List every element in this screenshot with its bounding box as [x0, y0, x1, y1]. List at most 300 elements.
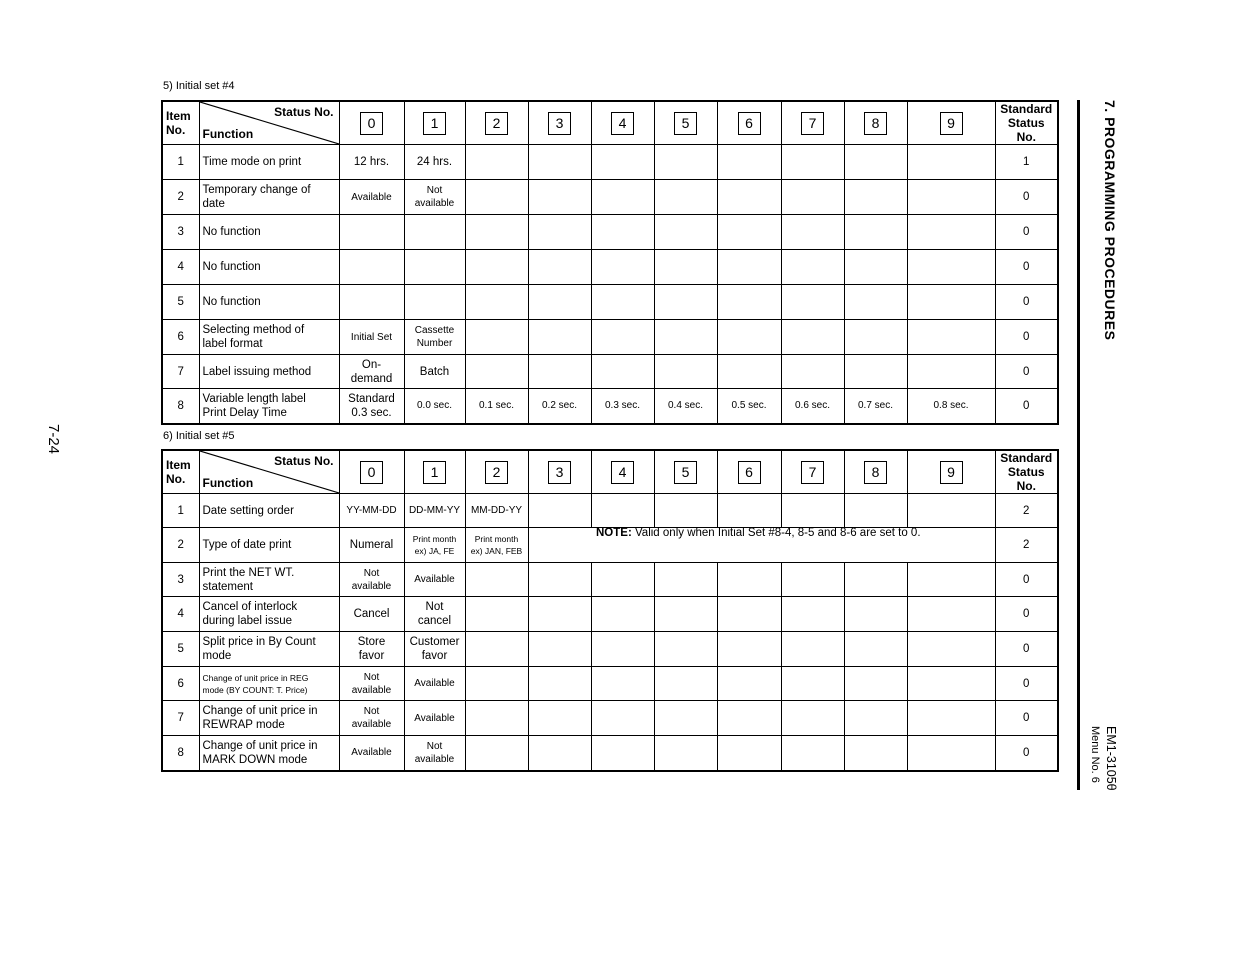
function-line: Time mode on print [202, 156, 302, 168]
item-number: 4 [162, 250, 199, 285]
cell-text: ex) JA, FE [414, 546, 455, 556]
function-line: No function [202, 296, 261, 308]
standard-status-value: 0 [995, 632, 1058, 667]
status-cell-2 [465, 667, 528, 701]
function-name [199, 597, 339, 632]
table-row [162, 701, 1058, 736]
cell-text: 0.3 sec. [604, 400, 641, 412]
status-cell-2 [465, 701, 528, 736]
header-standard-status-no: Status No. [1007, 116, 1045, 144]
table-row [162, 320, 1058, 355]
side-chapter-title: 7. PROGRAMMING PROCEDURES [1102, 100, 1118, 341]
status-number-box: 7 [801, 112, 824, 135]
table-row [162, 494, 1058, 528]
status-cell-4 [591, 180, 654, 215]
status-cell-8 [844, 355, 907, 389]
function-name [199, 701, 339, 736]
status-cell-6 [717, 145, 781, 180]
cell-text: demand [350, 372, 393, 385]
status-cell-4 [591, 389, 654, 424]
function-line: Type of date print [202, 539, 292, 551]
header-status-2 [465, 450, 528, 494]
status-cell-9 [907, 355, 995, 389]
standard-status-value: 0 [995, 250, 1058, 285]
table-row [162, 563, 1058, 597]
function-line: Change of unit price in [202, 705, 318, 717]
status-number-box: 2 [485, 461, 508, 484]
function-line: Label issuing method [202, 365, 312, 378]
status-cell-3 [528, 667, 591, 701]
status-cell-1 [404, 597, 465, 632]
status-cell-1 [404, 563, 465, 597]
header-status-3 [528, 450, 591, 494]
status-cell-2 [465, 180, 528, 215]
cell-text: Available [414, 712, 455, 724]
status-cell-6 [717, 667, 781, 701]
status-cell-2 [465, 494, 528, 528]
item-number: 1 [162, 145, 199, 180]
status-cell-1 [404, 632, 465, 667]
status-cell-0 [339, 563, 404, 597]
function-line: No function [202, 261, 261, 273]
header-status-4 [591, 101, 654, 145]
cell-text: MM-DD-YY [470, 505, 523, 516]
header-status-1 [404, 450, 465, 494]
item-number: 4 [162, 597, 199, 632]
cell-text: Store [357, 636, 386, 648]
header-status-7 [781, 101, 844, 145]
status-cell-9 [907, 701, 995, 736]
function-name [199, 563, 339, 597]
header-status-9 [907, 101, 995, 145]
header-status-3 [528, 101, 591, 145]
function-name [199, 215, 339, 250]
item-number: 5 [162, 632, 199, 667]
status-cell-8 [844, 632, 907, 667]
table-row [162, 355, 1058, 389]
header-function: Function [202, 127, 254, 141]
status-cell-6 [717, 632, 781, 667]
standard-status-value: 0 [995, 701, 1058, 736]
status-cell-6 [717, 180, 781, 215]
cell-text: available [414, 753, 455, 765]
status-cell-5 [654, 389, 717, 424]
table-row [162, 389, 1058, 424]
cell-text: cancel [417, 615, 452, 627]
function-line: Temporary change of [202, 184, 311, 196]
cell-text: Print month [474, 534, 519, 544]
status-cell-8 [844, 250, 907, 285]
status-cell-3 [528, 320, 591, 355]
function-line: during label issue [202, 615, 293, 627]
status-cell-0 [339, 285, 404, 320]
function-name [199, 145, 339, 180]
standard-status-value: 2 [995, 528, 1058, 563]
cell-text: Not [426, 740, 443, 752]
status-number-box: 1 [423, 112, 446, 135]
status-cell-8 [844, 180, 907, 215]
status-cell-4 [591, 563, 654, 597]
cell-text: Not [363, 706, 380, 717]
cell-text: available [351, 719, 392, 730]
status-cell-7 [781, 215, 844, 250]
function-name [199, 389, 339, 424]
status-cell-5 [654, 632, 717, 667]
status-cell-4 [591, 145, 654, 180]
status-cell-7 [781, 701, 844, 736]
status-cell-8 [844, 563, 907, 597]
cell-text: 0.1 sec. [478, 400, 515, 412]
cell-text: 0.4 sec. [667, 400, 704, 412]
header-standard-label: Standard [1000, 102, 1053, 116]
status-cell-0 [339, 667, 404, 701]
item-number: 3 [162, 215, 199, 250]
status-cell-7 [781, 250, 844, 285]
function-name [199, 180, 339, 215]
item-number: 5 [162, 285, 199, 320]
item-number: 3 [162, 563, 199, 597]
status-cell-9 [907, 667, 995, 701]
item-number: 8 [162, 736, 199, 771]
standard-status-value: 0 [995, 285, 1058, 320]
status-cell-9 [907, 494, 995, 528]
standard-status-value: 0 [995, 180, 1058, 215]
function-line: mode [202, 650, 232, 662]
status-cell-4 [591, 355, 654, 389]
table-row [162, 597, 1058, 632]
status-cell-6 [717, 701, 781, 736]
status-cell-0 [339, 320, 404, 355]
status-cell-0 [339, 180, 404, 215]
item-number: 2 [162, 180, 199, 215]
function-line: Change of unit price in REG [202, 672, 309, 683]
status-number-box: 8 [864, 112, 887, 135]
header-item-no [162, 101, 199, 145]
function-name [199, 250, 339, 285]
status-cell-4 [591, 632, 654, 667]
status-cell-0 [339, 736, 404, 771]
status-cell-1 [404, 320, 465, 355]
status-cell-0 [339, 389, 404, 424]
item-number: 6 [162, 320, 199, 355]
status-cell-5 [654, 285, 717, 320]
status-cell-1 [404, 736, 465, 771]
standard-status-value: 0 [995, 563, 1058, 597]
table-row [162, 736, 1058, 771]
cell-text: 0.0 sec. [416, 400, 453, 412]
standard-status-value: 0 [995, 667, 1058, 701]
header-status-1 [404, 101, 465, 145]
status-cell-3 [528, 215, 591, 250]
function-line: No function [202, 226, 261, 238]
status-cell-3 [528, 632, 591, 667]
function-name [199, 494, 339, 528]
status-cell-4 [591, 667, 654, 701]
item-number: 7 [162, 355, 199, 389]
status-cell-3 [528, 736, 591, 771]
function-line: Selecting method of [202, 324, 305, 336]
cell-text: YY-MM-DD [346, 505, 397, 516]
status-cell-1 [404, 355, 465, 389]
status-cell-8 [844, 285, 907, 320]
cell-text: 0.5 sec. [731, 400, 767, 412]
status-cell-2 [465, 355, 528, 389]
cell-text: Not [363, 567, 380, 579]
cell-text: Not [425, 601, 444, 613]
header-no-label: No. [166, 123, 186, 137]
status-cell-8 [844, 320, 907, 355]
status-cell-1 [404, 145, 465, 180]
function-line: statement [202, 580, 253, 593]
cell-text: Not [426, 185, 443, 196]
status-cell-6 [717, 320, 781, 355]
status-cell-4 [591, 250, 654, 285]
cell-text: available [351, 684, 392, 696]
status-cell-0 [339, 494, 404, 528]
cell-text: DD-MM-YY [408, 505, 461, 516]
status-cell-1 [404, 701, 465, 736]
status-cell-0 [339, 632, 404, 667]
status-cell-6 [717, 389, 781, 424]
item-number: 6 [162, 667, 199, 701]
status-number-box: 0 [360, 112, 383, 135]
status-number-box: 2 [485, 112, 508, 135]
cell-text: 0.6 sec. [794, 400, 831, 412]
status-cell-1 [404, 389, 465, 424]
table-row [162, 180, 1058, 215]
status-cell-6 [717, 355, 781, 389]
status-cell-4 [591, 736, 654, 771]
header-no-label: No. [166, 472, 186, 486]
status-cell-9 [907, 736, 995, 771]
cell-text: Available [351, 747, 392, 759]
status-cell-9 [907, 215, 995, 250]
header-item-label: Item [166, 458, 191, 472]
status-cell-0 [339, 355, 404, 389]
cell-text: Numeral [349, 539, 394, 551]
status-cell-9 [907, 145, 995, 180]
cell-text: favor [358, 650, 385, 662]
header-status-9 [907, 450, 995, 494]
standard-status-value: 0 [995, 215, 1058, 250]
status-cell-7 [781, 180, 844, 215]
status-cell-1 [404, 528, 465, 563]
header-function-status [199, 101, 339, 145]
status-cell-7 [781, 389, 844, 424]
cell-text: Cassette [414, 325, 455, 336]
status-number-box: 1 [423, 461, 446, 484]
standard-status-value: 1 [995, 145, 1058, 180]
status-cell-3 [528, 389, 591, 424]
status-cell-8 [844, 494, 907, 528]
cell-text: 0.3 sec. [351, 406, 392, 419]
status-cell-6 [717, 215, 781, 250]
status-cell-4 [591, 215, 654, 250]
header-standard-status [995, 101, 1058, 145]
status-cell-3 [528, 180, 591, 215]
status-cell-0 [339, 145, 404, 180]
status-cell-7 [781, 736, 844, 771]
status-cell-5 [654, 180, 717, 215]
status-cell-5 [654, 563, 717, 597]
status-cell-8 [844, 145, 907, 180]
status-cell-7 [781, 494, 844, 528]
status-cell-9 [907, 320, 995, 355]
status-cell-3 [528, 597, 591, 632]
status-cell-9 [907, 632, 995, 667]
table-row [162, 667, 1058, 701]
status-cell-5 [654, 250, 717, 285]
status-cell-1 [404, 494, 465, 528]
function-name [199, 355, 339, 389]
status-cell-8 [844, 215, 907, 250]
status-number-box: 9 [940, 461, 963, 484]
status-cell-5 [654, 320, 717, 355]
status-cell-3 [528, 701, 591, 736]
function-line: mode (BY COUNT: T. Price) [202, 684, 308, 695]
status-cell-3 [528, 563, 591, 597]
header-status-5 [654, 101, 717, 145]
cell-text: 12 hrs. [353, 156, 390, 168]
header-row [162, 101, 1058, 145]
status-cell-5 [654, 667, 717, 701]
status-cell-4 [591, 285, 654, 320]
status-cell-7 [781, 632, 844, 667]
status-cell-1 [404, 180, 465, 215]
status-cell-2 [465, 632, 528, 667]
function-name [199, 632, 339, 667]
status-cell-6 [717, 285, 781, 320]
status-cell-9 [907, 180, 995, 215]
table-row [162, 145, 1058, 180]
status-cell-0 [339, 701, 404, 736]
header-status-no: Status No. [274, 454, 334, 468]
item-number: 8 [162, 389, 199, 424]
cell-text: Available [351, 191, 392, 203]
cell-text: favor [421, 650, 448, 662]
note-text [596, 527, 921, 539]
header-status-7 [781, 450, 844, 494]
header-status-5 [654, 450, 717, 494]
function-line: REWRAP mode [202, 719, 285, 731]
header-status-0 [339, 101, 404, 145]
header-status-4 [591, 450, 654, 494]
cell-text: Initial Set [350, 331, 393, 343]
status-cell-7 [781, 563, 844, 597]
header-item-no [162, 450, 199, 494]
status-number-box: 9 [940, 112, 963, 135]
status-cell-2 [465, 736, 528, 771]
status-cell-0 [339, 250, 404, 285]
status-cell-7 [781, 320, 844, 355]
cell-text: Cancel [353, 608, 390, 620]
status-cell-3 [528, 145, 591, 180]
document-number: EM1-3105θ [1104, 726, 1118, 791]
cell-text: On- [361, 358, 382, 371]
page-number: 7-24 [45, 424, 62, 455]
function-name [199, 285, 339, 320]
status-cell-9 [907, 250, 995, 285]
cell-text: Not [363, 671, 380, 683]
vertical-rule [1077, 100, 1080, 790]
status-cell-9 [907, 285, 995, 320]
status-cell-9 [907, 389, 995, 424]
cell-text: Customer [409, 636, 460, 648]
status-number-box: 8 [864, 461, 887, 484]
status-cell-5 [654, 494, 717, 528]
status-cell-0 [339, 528, 404, 563]
status-cell-4 [591, 701, 654, 736]
status-cell-3 [528, 355, 591, 389]
status-cell-6 [717, 250, 781, 285]
header-row [162, 450, 1058, 494]
item-number: 7 [162, 701, 199, 736]
cell-text: available [414, 198, 455, 209]
function-line: Print the NET WT. [202, 566, 295, 579]
status-cell-7 [781, 285, 844, 320]
header-function-status [199, 450, 339, 494]
status-number-box: 7 [801, 461, 824, 484]
status-number-box: 5 [674, 112, 697, 135]
status-cell-5 [654, 215, 717, 250]
status-cell-9 [907, 563, 995, 597]
status-number-box: 3 [548, 112, 571, 135]
menu-number: Menu No. 6 [1089, 726, 1101, 783]
status-cell-8 [844, 736, 907, 771]
standard-status-value: 0 [995, 389, 1058, 424]
status-number-box: 4 [611, 461, 634, 484]
function-name [199, 667, 339, 701]
status-cell-7 [781, 667, 844, 701]
function-name [199, 736, 339, 771]
header-standard-status [995, 450, 1058, 494]
cell-text: Number [416, 338, 453, 349]
initial-set-5-table [161, 449, 1059, 772]
status-cell-2 [465, 320, 528, 355]
note-body: Valid only when Initial Set #8-4, 8-5 and 8-6 are set to 0. [634, 527, 921, 539]
standard-status-value: 0 [995, 597, 1058, 632]
cell-text: 0.2 sec. [541, 400, 578, 412]
status-cell-8 [844, 597, 907, 632]
cell-text: Batch [419, 365, 450, 378]
status-cell-4 [591, 494, 654, 528]
item-number: 1 [162, 494, 199, 528]
function-line: Date setting order [202, 504, 294, 517]
table-row [162, 215, 1058, 250]
function-line: Variable length label [202, 392, 306, 405]
status-cell-4 [591, 320, 654, 355]
cell-text: Available [414, 574, 455, 585]
status-cell-2 [465, 389, 528, 424]
function-line: Change of unit price in [202, 739, 318, 752]
header-function: Function [202, 476, 254, 490]
function-line: Split price in By Count [202, 636, 316, 648]
status-cell-2 [465, 250, 528, 285]
header-item-label: Item [166, 109, 191, 123]
cell-text: Standard [348, 392, 395, 405]
status-number-box: 6 [738, 461, 761, 484]
status-cell-1 [404, 250, 465, 285]
status-cell-7 [781, 597, 844, 632]
status-cell-5 [654, 701, 717, 736]
status-cell-5 [654, 736, 717, 771]
cell-text: Print month [412, 534, 457, 544]
status-cell-7 [781, 355, 844, 389]
cell-text: 0.8 sec. [933, 400, 969, 412]
status-cell-2 [465, 145, 528, 180]
header-standard-status-no: Status No. [1007, 465, 1045, 493]
note-label: NOTE: [596, 527, 632, 539]
